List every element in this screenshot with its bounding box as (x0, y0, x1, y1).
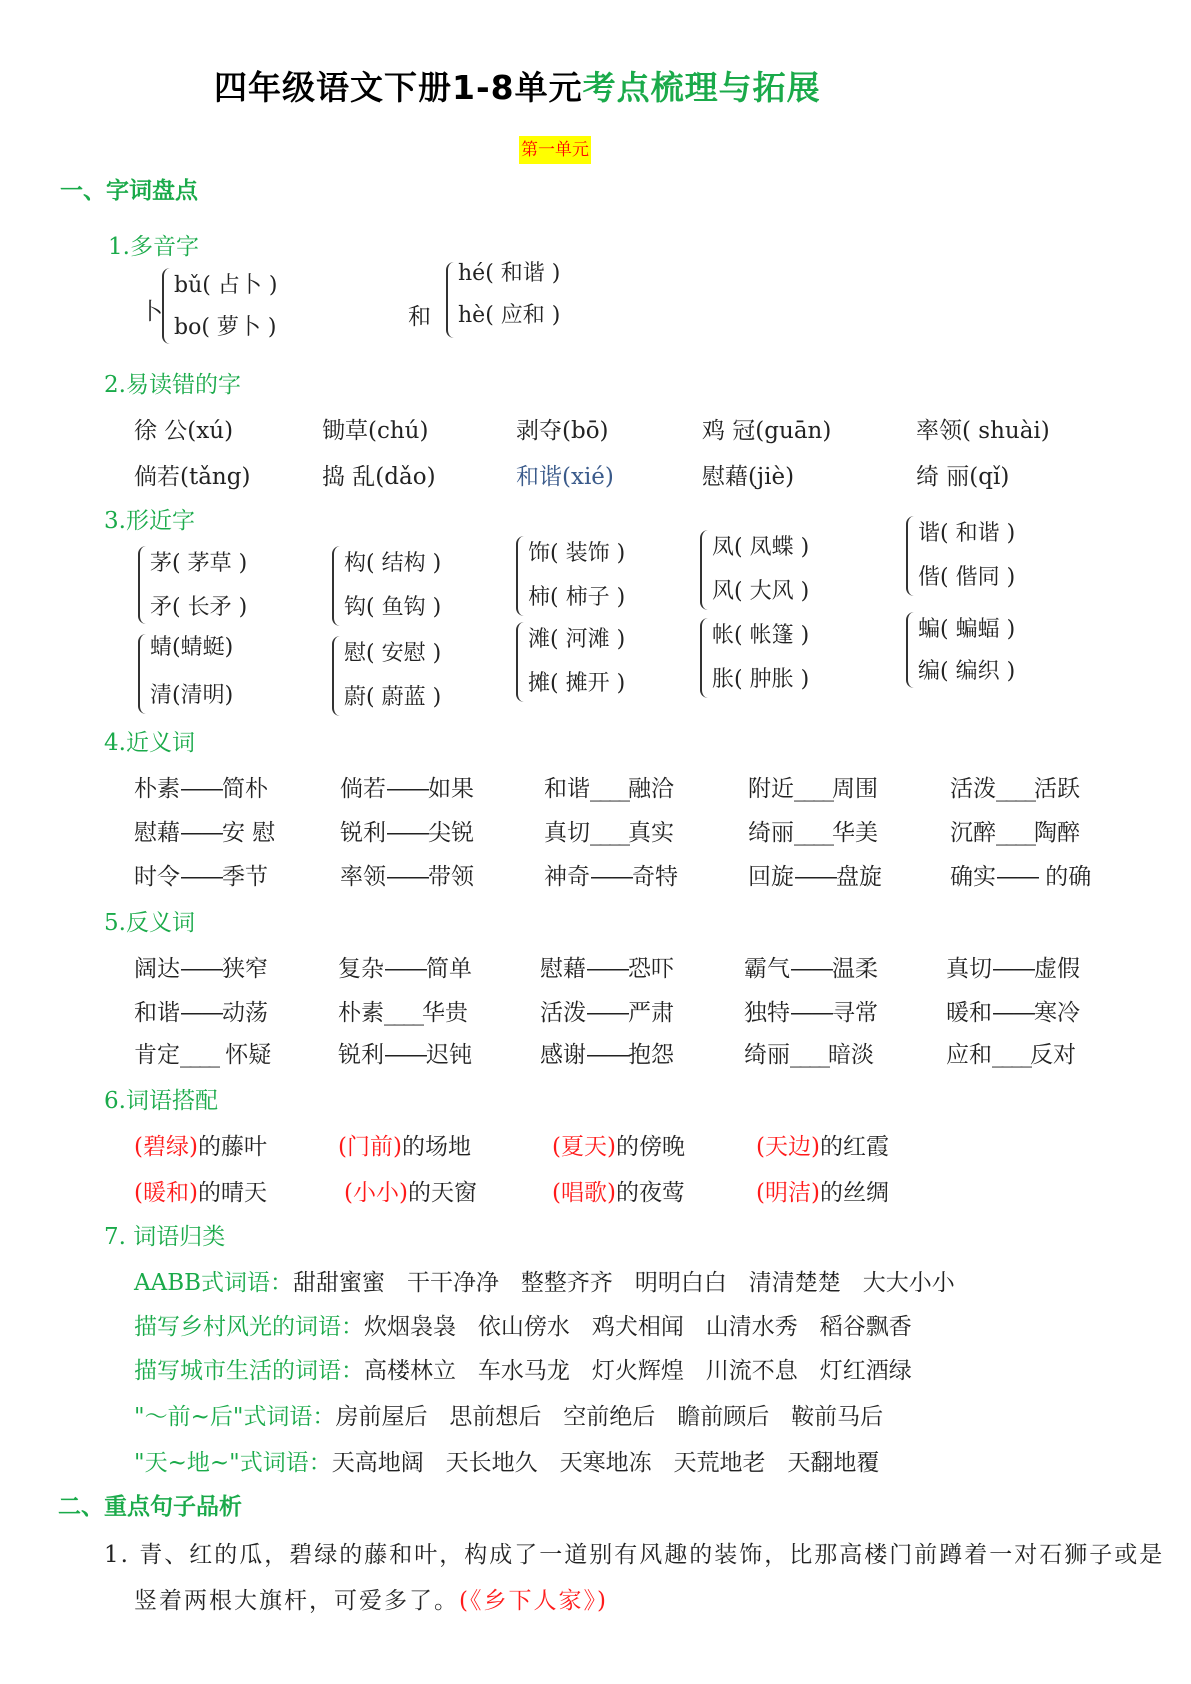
misread-item: 倘若(tǎng) (134, 464, 251, 490)
similar-char-item: 清(清明) (150, 683, 234, 708)
synonym-pair: 时令——季节 (134, 864, 268, 890)
subheading-misread: 2.易读错的字 (104, 372, 241, 398)
antonym-pair: 肯定____ 怀疑 (134, 1042, 272, 1068)
antonym-pair: 绮丽____暗淡 (744, 1042, 874, 1068)
synonym-pair: 活泼____活跃 (950, 776, 1080, 802)
similar-char-item: 蜻(蜻蜓) (150, 635, 234, 660)
title-black-part: 四年级语文下册1-8单元 (214, 68, 583, 107)
synonym-pair: 附近____周围 (748, 776, 878, 802)
subheading-collocations: 6.词语搭配 (104, 1088, 218, 1114)
synonym-pair: 回旋——盘旋 (748, 864, 882, 890)
collocation-item: (门前)的场地 (338, 1134, 471, 1160)
similar-char-item: 矛( 长矛 ) (150, 595, 248, 620)
polyphone-reading: bǔ( 占卜 ) (174, 273, 278, 298)
brace-icon (516, 536, 526, 616)
brace-icon (446, 262, 456, 338)
brace-icon (700, 530, 710, 610)
polyphone-reading: bo( 萝卜 ) (174, 315, 277, 340)
synonym-pair: 确实—— 的确 (950, 864, 1092, 890)
similar-char-item: 饰( 装饰 ) (528, 541, 626, 566)
antonym-pair: 暖和——寒冷 (946, 1000, 1080, 1026)
similar-char-item: 编( 编织 ) (918, 659, 1016, 684)
similar-char-item: 滩( 河滩 ) (528, 627, 626, 652)
brace-icon (332, 636, 342, 716)
classification-row: 描写城市生活的词语：高楼林立 车水马龙 灯火辉煌 川流不息 灯红酒绿 (134, 1358, 912, 1384)
brace-icon (516, 622, 526, 702)
synonym-pair: 朴素——简朴 (134, 776, 268, 802)
similar-char-item: 柿( 柿子 ) (528, 585, 626, 610)
brace-icon (332, 546, 342, 626)
similar-char-item: 钩( 鱼钩 ) (344, 595, 442, 620)
synonym-pair: 神奇——奇特 (544, 864, 678, 890)
similar-char-item: 胀( 肿胀 ) (712, 667, 810, 692)
sentence-source: (《乡下人家》) (459, 1588, 608, 1614)
antonym-pair: 朴素____华贵 (338, 1000, 468, 1026)
antonym-pair: 应和____反对 (946, 1042, 1076, 1068)
classification-row: "天~地~"式词语：天高地阔 天长地久 天寒地冻 天荒地老 天翻地覆 (134, 1450, 880, 1476)
collocation-item: (小小)的天窗 (344, 1180, 477, 1206)
antonym-pair: 感谢——抱怨 (540, 1042, 674, 1068)
similar-char-item: 偕( 偕同 ) (918, 565, 1016, 590)
similar-char-item: 帐( 帐篷 ) (712, 623, 810, 648)
antonym-pair: 活泼——严肃 (540, 1000, 674, 1026)
classification-row: AABB式词语：甜甜蜜蜜 干干净净 整整齐齐 明明白白 清清楚楚 大大小小 (134, 1270, 955, 1296)
sentence-line: 1. 青、红的瓜，碧绿的藤和叶，构成了一道别有风趣的装饰，比那高楼门前蹲着一对石狮子或是 (104, 1542, 1165, 1568)
subheading-polyphones: 1.多音字 (108, 234, 199, 260)
classification-row: 描写乡村风光的词语：炊烟袅袅 依山傍水 鸡犬相闻 山清水秀 稻谷飘香 (134, 1314, 912, 1340)
misread-item: 捣 乱(dǎo) (322, 464, 436, 490)
synonym-pair: 和谐____融洽 (544, 776, 674, 802)
brace-icon (906, 516, 916, 596)
antonym-pair: 霸气——温柔 (744, 956, 878, 982)
classification-row: "～前~后"式词语：房前屋后 思前想后 空前绝后 瞻前顾后 鞍前马后 (134, 1404, 884, 1430)
brace-icon (138, 634, 148, 714)
section-heading-vocabulary: 一、字词盘点 (60, 178, 198, 204)
antonym-pair: 复杂——简单 (338, 956, 472, 982)
subheading-synonyms: 4.近义词 (104, 730, 195, 756)
antonym-pair: 和谐——动荡 (134, 1000, 268, 1026)
antonym-pair: 独特——寻常 (744, 1000, 878, 1026)
synonym-pair: 绮丽____华美 (748, 820, 878, 846)
subheading-similar-chars: 3.形近字 (104, 508, 195, 534)
subheading-antonyms: 5.反义词 (104, 910, 195, 936)
similar-char-item: 风( 大风 ) (712, 579, 810, 604)
collocation-item: (唱歌)的夜莺 (552, 1180, 685, 1206)
similar-char-item: 茅( 茅草 ) (150, 551, 248, 576)
misread-item: 鸡 冠(guān) (702, 418, 832, 444)
title-green-part: 考点梳理与拓展 (582, 68, 821, 107)
polyphone-char: 卜 (140, 299, 163, 325)
similar-char-item: 蝙( 蝙蝠 ) (918, 617, 1016, 642)
similar-char-item: 凤( 凤蝶 ) (712, 535, 810, 560)
similar-char-item: 慰( 安慰 ) (344, 641, 442, 666)
synonym-pair: 倘若——如果 (340, 776, 474, 802)
synonym-pair: 慰藉——安 慰 (134, 820, 276, 846)
collocation-item: (明洁)的丝绸 (756, 1180, 889, 1206)
misread-item: 绮 丽(qǐ) (916, 464, 1010, 490)
synonym-pair: 锐利——尖锐 (340, 820, 474, 846)
collocation-item: (暖和)的晴天 (134, 1180, 267, 1206)
antonym-pair: 阔达——狭窄 (134, 956, 268, 982)
misread-item: 率领( shuài) (916, 418, 1050, 444)
polyphone-reading: hé( 和谐 ) (458, 261, 561, 286)
synonym-pair: 率领——带领 (340, 864, 474, 890)
misread-item: 徐 公(xú) (134, 418, 234, 444)
brace-icon (138, 546, 148, 624)
similar-char-item: 蔚( 蔚蓝 ) (344, 685, 442, 710)
antonym-pair: 慰藉——恐吓 (540, 956, 674, 982)
synonym-pair: 真切____真实 (544, 820, 674, 846)
similar-char-item: 摊( 摊开 ) (528, 671, 626, 696)
brace-icon (162, 268, 172, 344)
similar-char-item: 谐( 和谐 ) (918, 521, 1016, 546)
synonym-pair: 沉醉____陶醉 (950, 820, 1080, 846)
subheading-classification: 7. 词语归类 (104, 1224, 226, 1250)
sentence-line: 竖着两根大旗杆，可爱多了。(《乡下人家》) (134, 1588, 608, 1614)
unit-badge: 第一单元 (519, 136, 591, 164)
collocation-item: (天边)的红霞 (756, 1134, 889, 1160)
misread-item: 慰藉(jiè) (702, 464, 795, 490)
collocation-item: (夏天)的傍晚 (552, 1134, 685, 1160)
misread-item: 剥夺(bō) (516, 418, 609, 444)
collocation-item: (碧绿)的藤叶 (134, 1134, 267, 1160)
misread-item: 锄草(chú) (322, 418, 429, 444)
misread-item: 和谐(xié) (516, 464, 614, 490)
section-heading-sentences: 二、重点句子品析 (58, 1494, 242, 1520)
document-title (214, 62, 821, 109)
polyphone-char: 和 (408, 304, 431, 330)
brace-icon (906, 612, 916, 688)
antonym-pair: 真切——虚假 (946, 956, 1080, 982)
similar-char-item: 构( 结构 ) (344, 551, 442, 576)
polyphone-reading: hè( 应和 ) (458, 303, 561, 328)
brace-icon (700, 618, 710, 698)
antonym-pair: 锐利——迟钝 (338, 1042, 472, 1068)
